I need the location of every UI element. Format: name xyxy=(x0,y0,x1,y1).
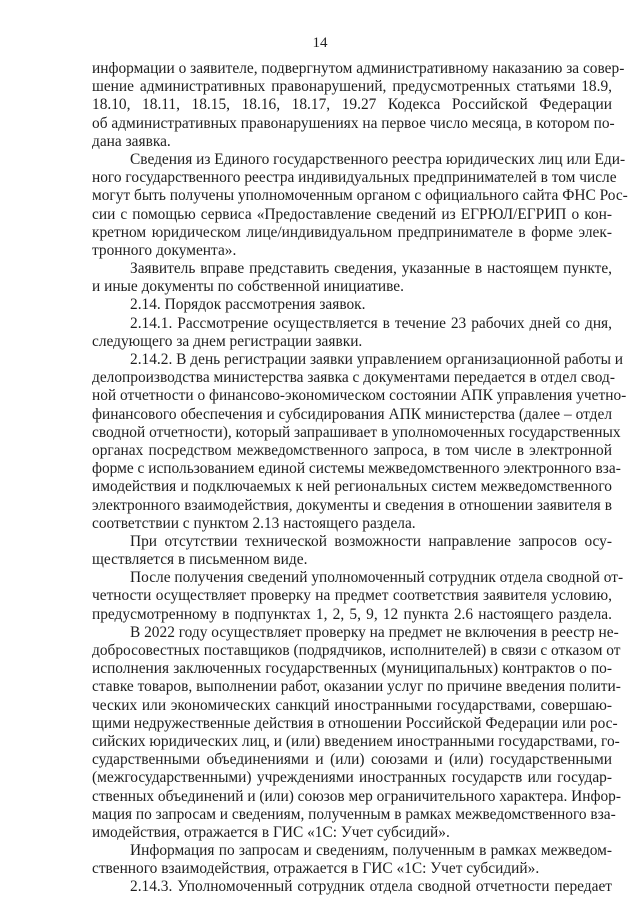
text-line: мация по запросам и сведениям, полученным в рамках межведомственного вза- xyxy=(92,805,616,823)
document-body xyxy=(92,60,628,897)
text-line: делопроизводства министерства заявка с документами передается в отдел свод- xyxy=(92,369,615,387)
text-line: сийских юридических лиц, и (или) введением иностранными государствами, го- xyxy=(92,732,620,750)
text-line: информации о заявителе, подвергнутом административному наказанию за совер- xyxy=(92,60,625,77)
text-line: и иные документы по собственной инициативе. xyxy=(92,278,404,296)
text-line: дана заявка. xyxy=(92,132,171,150)
text-line: четности осуществляет проверку на предмет соответствия заявителя условию, xyxy=(92,587,612,605)
text-line: исполнения заключенных государственных (муниципальных) контрактов о по- xyxy=(92,660,612,678)
text-line: Сведения из Единого государственного реестра юридических лиц или Еди- xyxy=(130,150,626,168)
text-line: ственного взаимодействия, отражается в ГИС «1С: Учет субсидий». xyxy=(92,860,540,878)
text-line: финансового обеспечения и субсидирования АПК министерства (далее – отдел xyxy=(92,405,612,423)
text-line: 2.14.3. Уполномоченный сотрудник отдела сводной отчетности передает xyxy=(130,878,612,896)
text-line: сии с помощью сервиса «Предоставление сведений из ЕГРЮЛ/ЕГРИП о кон- xyxy=(92,205,612,223)
text-line: об административных правонарушениях на первое число месяца, в котором по- xyxy=(92,114,615,132)
text-line: 2.14.2. В день регистрации заявки управлением организационной работы и xyxy=(130,351,624,368)
text-line: После получения сведений уполномоченный сотрудник отдела сводной от- xyxy=(130,569,624,587)
text-line: ственных объединений и (или) союзов мер ограничительного характера. Инфор- xyxy=(92,787,621,805)
text-line: сводной отчетности), который запрашивает в уполномоченных государственных xyxy=(92,423,621,441)
text-line: щими недружественные действия в отношении Российской Федерации или рос- xyxy=(92,714,618,732)
text-line: кретном юридическом лице/индивидуальном предпринимателе в форме элек- xyxy=(92,223,612,241)
text-line: органах посредством межведомственного запроса, в том числе в электронной xyxy=(92,441,612,459)
text-line: шение административных правонарушений, предусмотренных статьями 18.9, xyxy=(92,78,612,96)
text-line: ществляется в письменном виде. xyxy=(92,551,308,569)
text-line: форме с использованием единой системы межведомственного электронного вза- xyxy=(92,460,621,478)
text-line: имодействия и подключаемых к ней региональных систем межведомственного xyxy=(92,478,612,496)
text-line: ставке товаров, выполнении работ, оказании услуг по причине введения полити- xyxy=(92,678,621,696)
text-line: могут быть получены уполномоченным органом с официального сайта ФНС Рос- xyxy=(92,187,628,205)
text-line: сударственными объединениями и (или) союзами и (или) государственными xyxy=(92,751,612,769)
text-line: соответствии с пунктом 2.13 настоящего раздела. xyxy=(92,514,416,532)
text-line: При отсутствии технической возможности направление запросов осу- xyxy=(130,532,612,550)
text-line: ного государственного реестра индивидуальных предпринимателей в том числе xyxy=(92,169,617,187)
text-line: имодействия, отражается в ГИС «1С: Учет субсидий». xyxy=(92,823,450,841)
text-line: добросовестных поставщиков (подрядчиков, исполнителей) в связи с отказом от xyxy=(92,642,621,659)
text-line: 2.14.1. Рассмотрение осуществляется в течение 23 рабочих дней со дня, xyxy=(130,314,612,332)
text-line: Информация по запросам и сведениям, полученным в рамках межведом- xyxy=(130,842,612,860)
text-line: 18.10, 18.11, 18.15, 18.16, 18.17, 19.27 Кодекса Российской Федерации xyxy=(92,96,612,114)
text-line: ной отчетности о финансово-экономическом состоянии АПК управления учетно- xyxy=(92,387,627,405)
text-line: ческих или экономических санкций иностранными государствами, совершаю- xyxy=(92,696,612,714)
text-line: предусмотренному в подпунктах 1, 2, 5, 9, 12 пункта 2.6 настоящего раздела. xyxy=(92,605,612,623)
text-line: следующего за днем регистрации заявки. xyxy=(92,332,363,350)
text-line: (межгосударственными) учреждениями иностранных государств или государ- xyxy=(92,769,612,787)
text-line: Заявитель вправе представить сведения, указанные в настоящем пункте, xyxy=(130,260,612,278)
page-number: 14 xyxy=(312,35,328,51)
text-line: 2.14. Порядок рассмотрения заявок. xyxy=(130,296,366,314)
text-line: В 2022 году осуществляет проверку на предмет не включения в реестр не- xyxy=(130,623,619,641)
text-line: электронного взаимодействия, документы и сведения в отношении заявителя в xyxy=(92,496,612,514)
text-line: тронного документа». xyxy=(92,241,237,259)
